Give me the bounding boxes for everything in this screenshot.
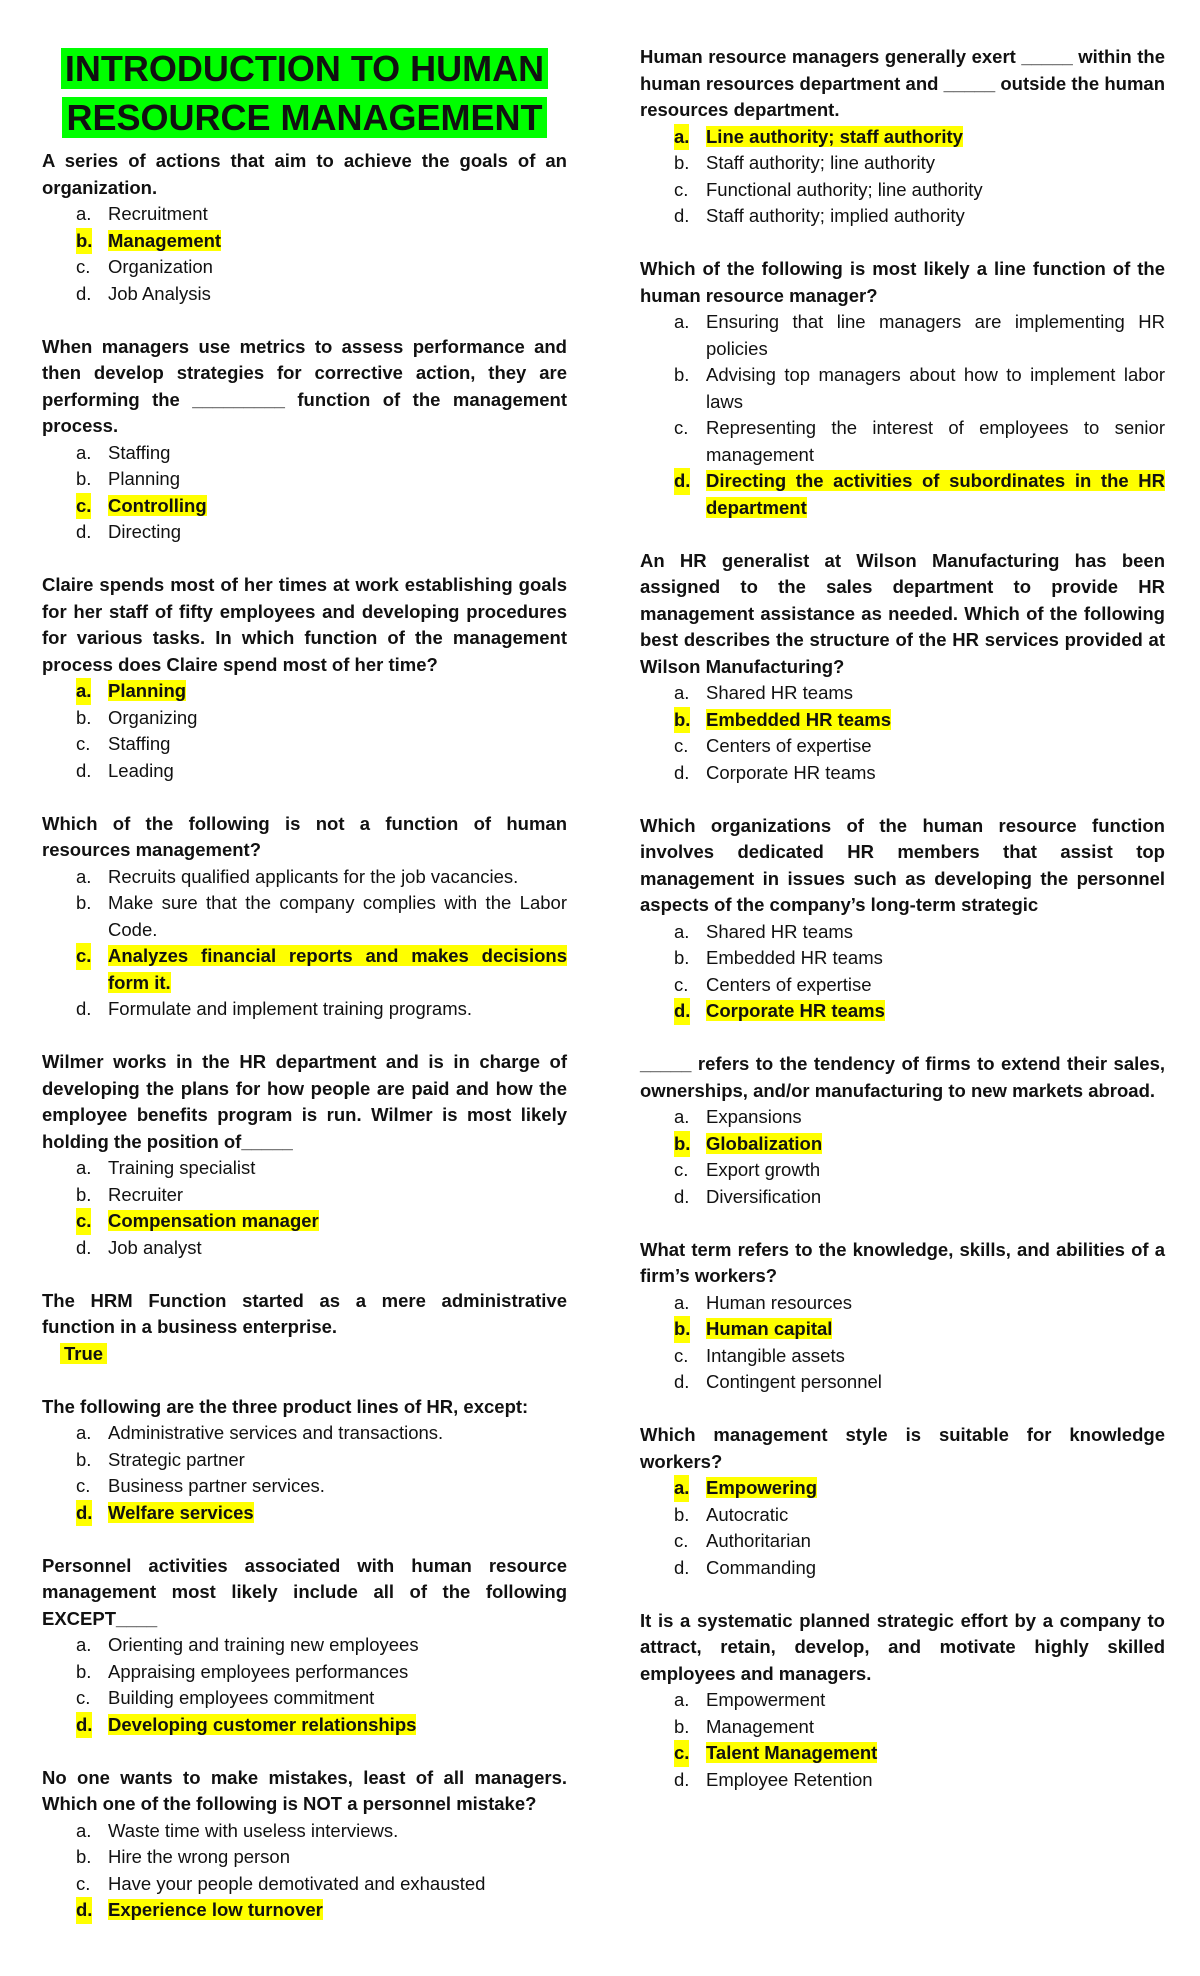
option-letter: d. xyxy=(674,1768,690,1790)
question-text: Claire spends most of her times at work establishing goals for her staff of fifty employees and developing procedures for various tasks. In which function of the management process does Claire spend most of her time? xyxy=(42,574,567,675)
option-letter: a. xyxy=(76,1819,92,1841)
option-item-correct xyxy=(42,943,567,996)
option-item xyxy=(42,1871,567,1898)
option-text: Have your people demotivated and exhausted xyxy=(108,1872,486,1894)
option-letter: a. xyxy=(674,1106,690,1127)
option-item xyxy=(640,1343,1165,1370)
option-text: Export growth xyxy=(706,1159,821,1180)
answer-options xyxy=(42,1818,567,1924)
option-text: Corporate HR teams xyxy=(706,1000,885,1021)
option-letter: d. xyxy=(76,1500,92,1527)
option-item-correct xyxy=(640,1740,1165,1767)
option-letter: b. xyxy=(76,706,92,728)
option-item xyxy=(640,1502,1165,1529)
option-item-correct xyxy=(640,1131,1165,1158)
option-letter: a. xyxy=(76,1157,92,1178)
option-text: Authoritarian xyxy=(706,1530,811,1551)
title-line-1: INTRODUCTION TO HUMAN xyxy=(61,48,548,89)
option-text: Intangible assets xyxy=(706,1344,845,1366)
option-item-correct xyxy=(640,468,1165,521)
option-item xyxy=(42,519,567,546)
question-text: When managers use metrics to assess performance and then develop strategies for corrective action, they are performing the _________ function of the management process. xyxy=(42,335,567,436)
answer-options xyxy=(42,864,567,1023)
option-item xyxy=(42,1659,567,1686)
option-text: Hire the wrong person xyxy=(108,1846,291,1867)
option-text: Job Analysis xyxy=(108,282,211,304)
option-letter: b. xyxy=(76,1183,92,1205)
question-text: Human resource managers generally exert _____ within the human resources department and _____ outside the human resources department. xyxy=(640,46,1165,120)
option-letter: c. xyxy=(76,943,91,970)
option-text: Representing the interest of employees to senior management xyxy=(706,417,1165,465)
option-letter: b. xyxy=(76,1448,92,1470)
option-item xyxy=(640,760,1165,787)
option-letter: c. xyxy=(674,1740,689,1767)
option-text: Planning xyxy=(108,680,187,701)
question-text: Which of the following is most likely a line function of the human resource manager? xyxy=(640,258,1165,306)
question-text: A series of actions that aim to achieve the goals of an organization. xyxy=(42,150,567,198)
answer-options xyxy=(42,201,567,307)
answer-options xyxy=(640,680,1165,786)
option-text: Diversification xyxy=(706,1185,822,1207)
answer-text: True xyxy=(60,1343,107,1364)
option-item xyxy=(640,1767,1165,1794)
option-item-correct xyxy=(42,678,567,705)
option-text: Administrative services and transactions. xyxy=(108,1422,444,1443)
option-text: Appraising employees performances xyxy=(108,1660,409,1682)
option-letter: a. xyxy=(76,865,92,887)
option-item xyxy=(640,919,1165,946)
option-text: Line authority; staff authority xyxy=(706,125,963,147)
option-letter: d. xyxy=(76,998,92,1019)
option-letter: a. xyxy=(76,203,92,224)
option-item xyxy=(42,466,567,493)
option-letter: d. xyxy=(674,998,690,1025)
option-letter: c. xyxy=(674,1159,689,1180)
option-item xyxy=(640,150,1165,177)
option-item xyxy=(640,362,1165,415)
option-item xyxy=(42,201,567,228)
question-text: Wilmer works in the HR department and is in charge of developing the plans for how people are paid and how the employee benefits program is run. Wilmer is most likely holding the position of_____ xyxy=(42,1051,567,1152)
option-item xyxy=(42,1473,567,1500)
answer-options xyxy=(640,919,1165,1025)
option-item-correct xyxy=(640,707,1165,734)
left-column xyxy=(42,44,567,1950)
option-text: Staff authority; line authority xyxy=(706,152,935,173)
option-text: Talent Management xyxy=(706,1742,878,1763)
option-letter: d. xyxy=(76,759,92,781)
option-text: Shared HR teams xyxy=(706,682,854,703)
option-letter: b. xyxy=(674,152,690,173)
option-item xyxy=(42,890,567,943)
answer-options xyxy=(42,1420,567,1526)
option-item-correct xyxy=(42,228,567,255)
option-item xyxy=(42,254,567,281)
option-letter: a. xyxy=(76,441,92,463)
question-text: No one wants to make mistakes, least of all managers. Which one of the following is NOT a personnel mistake? xyxy=(42,1766,567,1814)
option-text: Waste time with useless interviews. xyxy=(108,1819,399,1841)
option-item xyxy=(640,733,1165,760)
option-letter: a. xyxy=(674,1475,689,1502)
option-item xyxy=(640,1157,1165,1184)
option-item xyxy=(640,1184,1165,1211)
option-item xyxy=(640,309,1165,362)
option-text: Business partner services. xyxy=(108,1475,325,1496)
option-item-correct xyxy=(42,1897,567,1924)
option-letter: c. xyxy=(674,973,689,995)
option-letter: d. xyxy=(76,1236,92,1258)
option-text: Training specialist xyxy=(108,1157,256,1178)
option-letter: a. xyxy=(674,124,689,151)
option-letter: b. xyxy=(674,364,690,385)
option-letter: d. xyxy=(674,205,690,226)
option-text: Human capital xyxy=(706,1318,833,1339)
question-text: Which management style is suitable for knowledge workers? xyxy=(640,1424,1165,1472)
option-text: Orienting and training new employees xyxy=(108,1634,419,1655)
option-text: Strategic partner xyxy=(108,1448,245,1470)
option-letter: a. xyxy=(674,311,690,332)
question-text: Personnel activities associated with human resource management most likely include all of the following EXCEPT____ xyxy=(42,1554,567,1629)
option-text: Planning xyxy=(108,468,181,489)
option-letter: d. xyxy=(674,1556,690,1578)
answer-options xyxy=(640,1104,1165,1210)
option-letter: b. xyxy=(674,947,690,968)
option-text: Ensuring that line managers are implementing HR policies xyxy=(706,311,1165,359)
option-letter: c. xyxy=(76,1475,91,1496)
option-letter: c. xyxy=(674,1530,689,1551)
right-column xyxy=(640,44,1165,1820)
option-item xyxy=(640,1687,1165,1714)
option-text: Directing the activities of subordinates in the HR department xyxy=(706,470,1165,518)
option-item xyxy=(640,1555,1165,1582)
option-text: Commanding xyxy=(706,1556,817,1578)
question-text: _____ refers to the tendency of firms to extend their sales, ownerships, and/or manufacturing to new markets abroad. xyxy=(640,1053,1165,1101)
option-letter: d. xyxy=(674,1185,690,1207)
title-line-2: RESOURCE MANAGEMENT xyxy=(62,97,546,138)
question-text: It is a systematic planned strategic effort by a company to attract, retain, develop, and motivate highly skilled employees and managers. xyxy=(640,1609,1165,1684)
answer-options xyxy=(640,309,1165,521)
answer-options xyxy=(640,1687,1165,1793)
question-text: An HR generalist at Wilson Manufacturing has been assigned to the sales department to provide HR management assistance as needed. Which of the following best describes the structure of the HR services provided at Wilson Manufacturing? xyxy=(640,549,1165,677)
option-letter: b. xyxy=(76,468,92,489)
option-text: Staffing xyxy=(108,441,171,463)
option-letter: c. xyxy=(674,417,689,438)
option-item xyxy=(640,680,1165,707)
answer-options xyxy=(640,1475,1165,1581)
option-text: Empowering xyxy=(706,1477,818,1498)
question-text: The following are the three product lines of HR, except: xyxy=(42,1395,529,1417)
question-text: Which organizations of the human resource function involves dedicated HR members that assist top management in issues such as developing the personnel aspects of the company’s long-term strategic xyxy=(640,814,1165,915)
answer-options xyxy=(640,124,1165,230)
option-item xyxy=(640,415,1165,468)
option-item-correct xyxy=(42,1208,567,1235)
option-letter: a. xyxy=(674,920,690,942)
option-text: Make sure that the company complies with the Labor Code. xyxy=(108,892,567,940)
option-letter: a. xyxy=(674,1291,690,1313)
option-text: Recruitment xyxy=(108,203,208,224)
option-item xyxy=(42,1685,567,1712)
option-letter: c. xyxy=(674,735,689,756)
option-letter: d. xyxy=(674,761,690,783)
option-text: Controlling xyxy=(108,494,207,516)
option-text: Corporate HR teams xyxy=(706,761,876,783)
option-letter: b. xyxy=(674,1131,690,1158)
option-item xyxy=(640,1104,1165,1131)
option-item xyxy=(42,1447,567,1474)
option-item xyxy=(640,945,1165,972)
option-letter: b. xyxy=(674,1503,690,1525)
option-text: Leading xyxy=(108,759,174,781)
option-item-correct xyxy=(640,998,1165,1025)
option-text: Contingent personnel xyxy=(706,1371,882,1392)
option-item-correct xyxy=(42,1712,567,1739)
option-text: Analyzes financial reports and makes decisions form it. xyxy=(108,945,567,993)
option-text: Job analyst xyxy=(108,1236,202,1258)
option-text: Staff authority; implied authority xyxy=(706,205,965,226)
answer-options xyxy=(640,1290,1165,1396)
option-item-correct xyxy=(640,124,1165,151)
option-item xyxy=(42,1844,567,1871)
option-text: Autocratic xyxy=(706,1503,789,1525)
option-letter: c. xyxy=(674,1344,689,1366)
option-item xyxy=(42,1155,567,1182)
option-letter: c. xyxy=(674,178,689,200)
option-letter: a. xyxy=(76,1422,92,1443)
option-item xyxy=(42,1632,567,1659)
option-text: Organization xyxy=(108,256,213,277)
answer-options xyxy=(42,1155,567,1261)
option-letter: d. xyxy=(674,1371,690,1392)
option-text: Advising top managers about how to implement labor laws xyxy=(706,364,1165,412)
option-text: Formulate and implement training programs. xyxy=(108,998,472,1019)
question-text: What term refers to the knowledge, skills, and abilities of a firm’s workers? xyxy=(640,1238,1165,1286)
option-text: Human resources xyxy=(706,1291,853,1313)
option-letter: c. xyxy=(76,1208,91,1235)
option-letter: d. xyxy=(76,521,92,542)
option-letter: b. xyxy=(76,892,92,913)
option-item-correct xyxy=(42,493,567,520)
option-text: Directing xyxy=(108,521,181,542)
option-letter: a. xyxy=(674,682,690,703)
option-item xyxy=(640,203,1165,230)
option-text: Centers of expertise xyxy=(706,735,872,756)
option-letter: c. xyxy=(76,493,91,520)
option-text: Functional authority; line authority xyxy=(706,178,983,200)
option-text: Organizing xyxy=(108,706,198,728)
option-text: Building employees commitment xyxy=(108,1687,375,1708)
option-text: Management xyxy=(706,1715,814,1737)
option-item xyxy=(42,281,567,308)
option-text: Expansions xyxy=(706,1106,802,1127)
option-letter: b. xyxy=(674,707,690,734)
option-item xyxy=(42,864,567,891)
option-item xyxy=(42,1818,567,1845)
option-item xyxy=(42,1420,567,1447)
option-item-correct xyxy=(640,1316,1165,1343)
option-text: Recruiter xyxy=(108,1183,184,1205)
option-text: Embedded HR teams xyxy=(706,947,883,968)
option-letter: c. xyxy=(76,1687,91,1708)
option-text: Experience low turnover xyxy=(108,1899,323,1920)
question-text: The HRM Function started as a mere administrative function in a business enterprise. xyxy=(42,1289,567,1337)
option-item xyxy=(640,1528,1165,1555)
option-item xyxy=(42,1182,567,1209)
option-item-correct xyxy=(42,1500,567,1527)
option-letter: d. xyxy=(76,282,92,304)
option-letter: a. xyxy=(674,1689,690,1710)
option-letter: c. xyxy=(76,733,91,754)
option-item xyxy=(640,1714,1165,1741)
option-text: Compensation manager xyxy=(108,1210,319,1231)
option-letter: d. xyxy=(76,1712,92,1739)
option-item xyxy=(42,758,567,785)
option-text: Staffing xyxy=(108,733,171,754)
option-item xyxy=(640,1290,1165,1317)
option-letter: b. xyxy=(674,1715,690,1737)
option-letter: d. xyxy=(674,468,690,495)
question-text: Which of the following is not a function of human resources management? xyxy=(42,812,567,860)
option-text: Recruits qualified applicants for the job vacancies. xyxy=(108,865,519,887)
option-item xyxy=(640,1369,1165,1396)
option-letter: a. xyxy=(76,1634,92,1655)
option-letter: b. xyxy=(674,1316,690,1343)
option-text: Shared HR teams xyxy=(706,920,854,942)
answer-options xyxy=(42,440,567,546)
option-letter: c. xyxy=(76,256,91,277)
option-item-correct xyxy=(640,1475,1165,1502)
page-title xyxy=(42,44,567,142)
true-false-answer xyxy=(60,1341,567,1368)
option-item xyxy=(42,731,567,758)
option-letter: b. xyxy=(76,1846,92,1867)
option-text: Management xyxy=(108,229,222,251)
option-item xyxy=(42,996,567,1023)
option-item xyxy=(640,177,1165,204)
answer-options xyxy=(42,1632,567,1738)
option-text: Centers of expertise xyxy=(706,973,872,995)
option-letter: b. xyxy=(76,1660,92,1682)
option-text: Developing customer relationships xyxy=(108,1713,417,1735)
option-text: Employee Retention xyxy=(706,1768,873,1790)
option-letter: d. xyxy=(76,1897,92,1924)
option-letter: b. xyxy=(76,228,92,255)
option-letter: a. xyxy=(76,678,91,705)
option-item xyxy=(640,972,1165,999)
option-text: Embedded HR teams xyxy=(706,708,892,730)
option-item xyxy=(42,1235,567,1262)
option-item xyxy=(42,440,567,467)
option-text: Globalization xyxy=(706,1132,823,1154)
answer-options xyxy=(42,678,567,784)
option-text: Welfare services xyxy=(108,1501,254,1523)
option-text: Empowerment xyxy=(706,1689,826,1710)
option-letter: c. xyxy=(76,1872,91,1894)
option-item xyxy=(42,705,567,732)
